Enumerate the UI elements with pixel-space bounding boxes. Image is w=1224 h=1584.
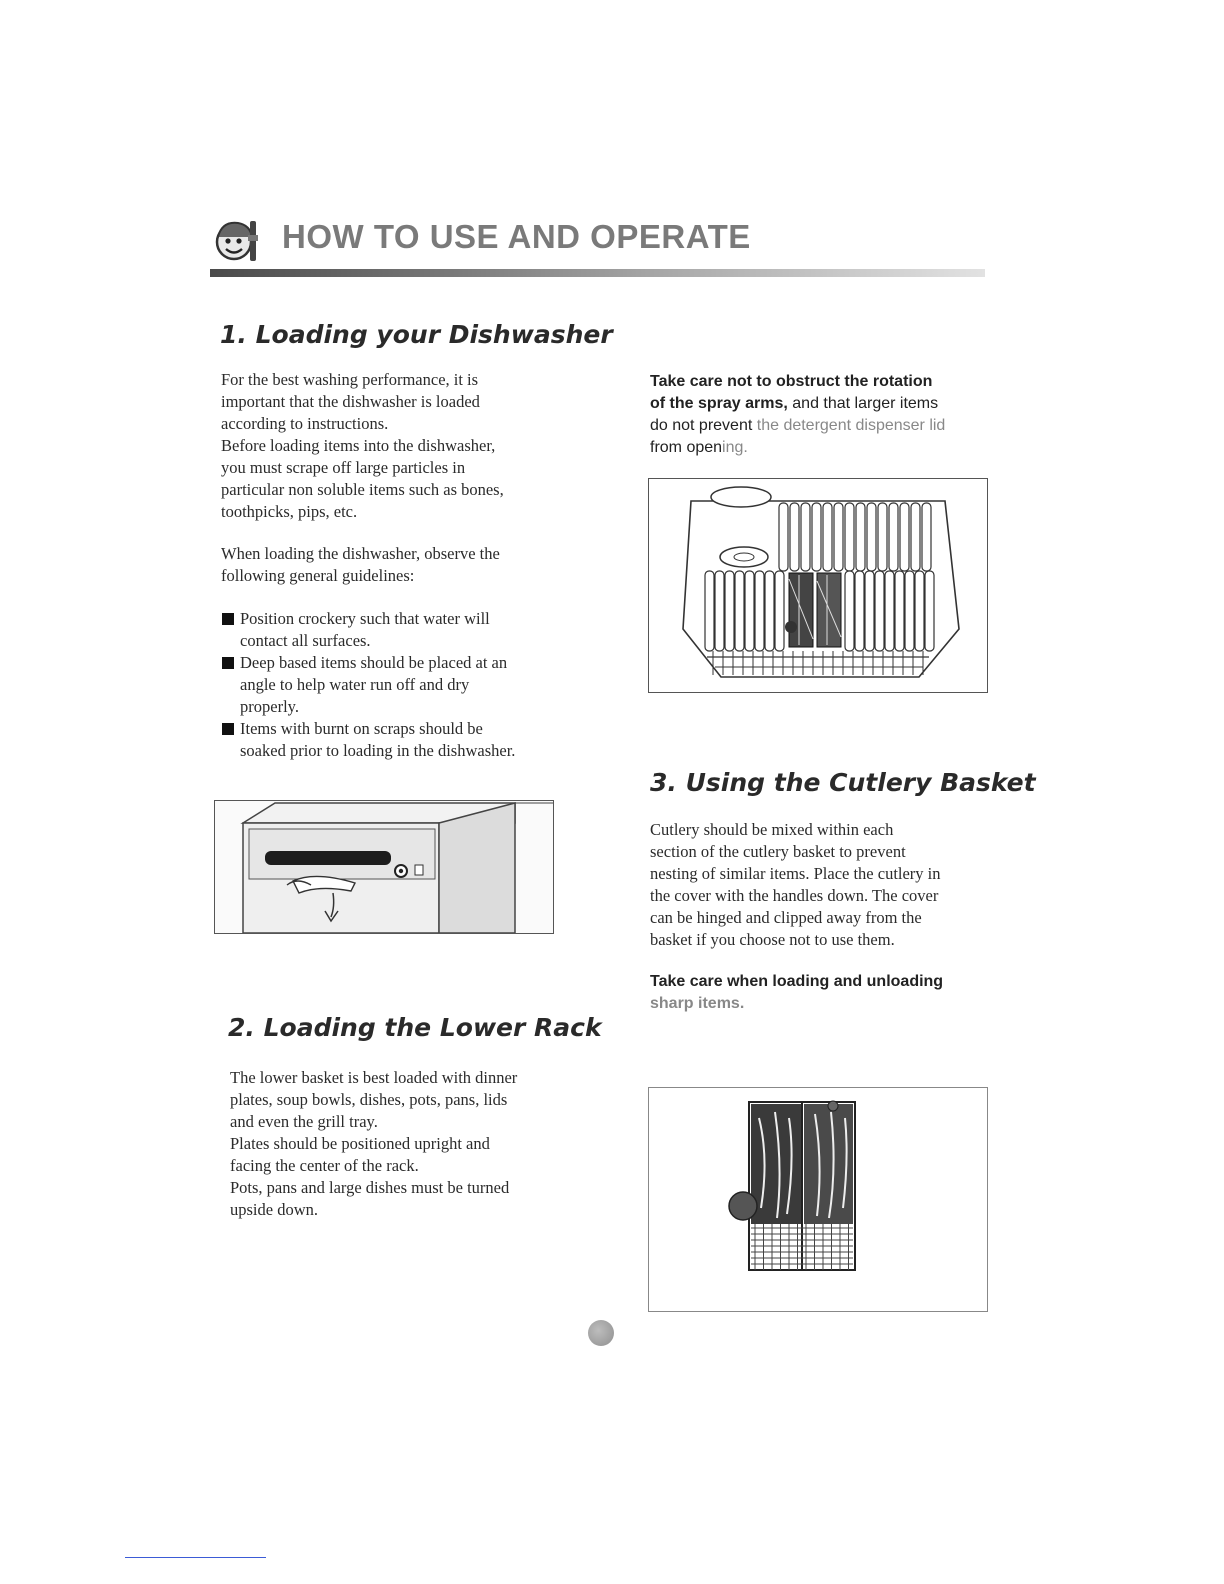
text-line: Position crockery such that water will [240, 609, 490, 628]
text-line: properly. [240, 697, 299, 716]
text-line: do not prevent [650, 417, 757, 434]
text-line: upside down. [230, 1200, 318, 1219]
text-line: plates, soup bowls, dishes, pots, pans, lids [230, 1090, 508, 1109]
footer-underline [125, 1557, 266, 1558]
text-line: Before loading items into the dishwasher, [221, 436, 496, 455]
text-line: For the best washing performance, it is [221, 370, 479, 389]
section-heading-loading-dishwasher: 1. Loading your Dishwasher [220, 320, 613, 349]
text-line: ing. [722, 439, 748, 456]
cutlery-basket-paragraph [650, 819, 980, 951]
page-marker-dot [588, 1320, 614, 1346]
text-line: The lower basket is best loaded with dinner [230, 1068, 518, 1087]
loading-intro-paragraph [221, 369, 551, 523]
text-line: sharp items. [650, 995, 745, 1012]
lower-rack-paragraph [230, 1067, 560, 1221]
square-bullet-icon [222, 657, 234, 669]
text-line: toothpicks, pips, etc. [221, 502, 358, 521]
text-line: Deep based items should be placed at an [240, 653, 508, 672]
text-line: nesting of similar items. Place the cutlery in [650, 864, 941, 883]
text-line: the detergent dispenser lid [756, 417, 946, 434]
header-rule [210, 269, 985, 277]
text-line: of the spray arms, [650, 395, 788, 412]
square-bullet-icon [222, 723, 234, 735]
text-line: particular non soluble items such as bones, [221, 480, 504, 499]
sharp-items-warning [650, 971, 980, 1015]
list-item [221, 718, 561, 762]
text-line: and that larger items [787, 395, 939, 412]
spray-arm-warning [650, 371, 980, 459]
lower-rack-illustration [648, 478, 988, 693]
mascot-icon [210, 215, 262, 267]
text-line: soaked prior to loading in the dishwasher. [240, 741, 516, 760]
text-line: Take care when loading and unloading [650, 973, 944, 990]
text-line: according to instructions. [221, 414, 389, 433]
section-heading-cutlery-basket: 3. Using the Cutlery Basket [650, 768, 1036, 797]
text-line: following general guidelines: [221, 566, 415, 585]
page-title: HOW TO USE AND OPERATE [282, 218, 751, 255]
guidelines-paragraph [221, 543, 551, 587]
text-line: section of the cutlery basket to prevent [650, 842, 906, 861]
text-line: facing the center of the rack. [230, 1156, 419, 1175]
section-heading-lower-rack: 2. Loading the Lower Rack [228, 1013, 602, 1042]
text-line: Pots, pans and large dishes must be turned [230, 1178, 510, 1197]
dishwasher-door-illustration [214, 800, 554, 934]
text-line: you must scrape off large particles in [221, 458, 466, 477]
text-line: Cutlery should be mixed within each [650, 820, 894, 839]
guidelines-list [221, 608, 561, 762]
list-item [221, 652, 561, 718]
text-line: angle to help water run off and dry [240, 675, 470, 694]
text-line: from open [650, 439, 723, 456]
text-line: the cover with the handles down. The cover [650, 886, 939, 905]
text-line: Take care not to obstruct the rotation [650, 373, 933, 390]
text-line: contact all surfaces. [240, 631, 371, 650]
text-line: important that the dishwasher is loaded [221, 392, 480, 411]
cutlery-basket-illustration [648, 1087, 988, 1312]
text-line: When loading the dishwasher, observe the [221, 544, 500, 563]
text-line: and even the grill tray. [230, 1112, 378, 1131]
text-line: can be hinged and clipped away from the [650, 908, 922, 927]
list-item [221, 608, 561, 652]
square-bullet-icon [222, 613, 234, 625]
text-line: Plates should be positioned upright and [230, 1134, 490, 1153]
text-line: Items with burnt on scraps should be [240, 719, 483, 738]
text-line: basket if you choose not to use them. [650, 930, 895, 949]
